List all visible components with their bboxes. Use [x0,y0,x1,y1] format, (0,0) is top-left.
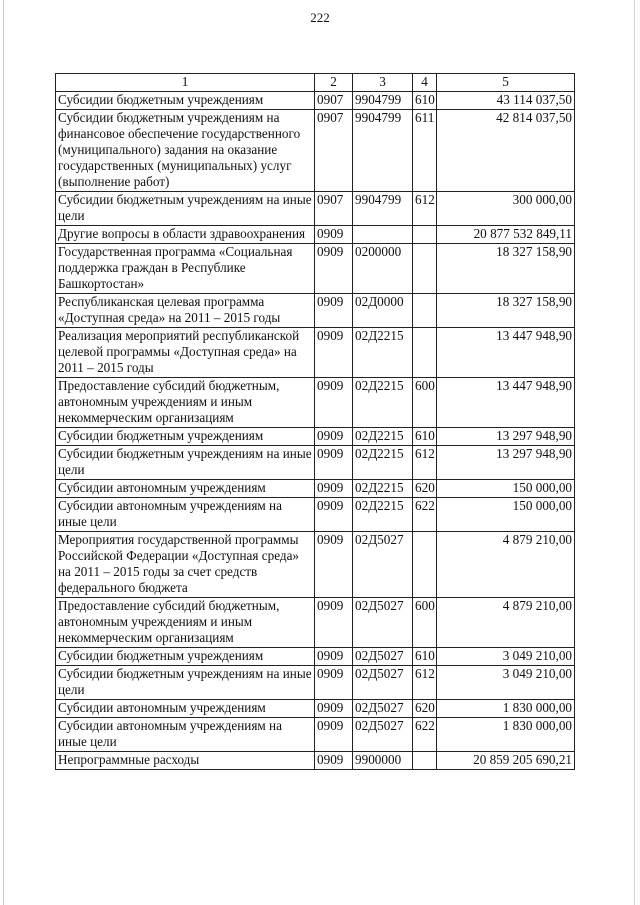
row-amount-cell: 4 879 210,00 [437,532,575,598]
row-section-cell: 0909 [315,700,353,718]
row-name-cell: Государственная программа «Социальная поддержка граждан в Республике Башкортостан» [56,244,315,294]
row-amount-cell: 150 000,00 [437,498,575,532]
budget-table [55,73,575,770]
row-name-cell: Реализация мероприятий республиканской целевой программы «Доступная среда» на 2011 – 2015 годы [56,328,315,378]
table-row [56,110,575,192]
row-type-cell: 622 [413,718,437,752]
table-row [56,328,575,378]
table-row [56,226,575,244]
row-name-cell: Субсидии бюджетным учреждениям [56,428,315,446]
row-type-cell: 620 [413,700,437,718]
row-article-cell: 02Д2215 [353,378,413,428]
row-article-cell: 02Д2215 [353,446,413,480]
table-row [56,378,575,428]
row-amount-cell: 3 049 210,00 [437,666,575,700]
row-amount-cell: 4 879 210,00 [437,598,575,648]
table-row [56,666,575,700]
row-section-cell: 0909 [315,446,353,480]
table-row [56,446,575,480]
table-row [56,92,575,110]
row-amount-cell: 42 814 037,50 [437,110,575,192]
row-section-cell: 0907 [315,192,353,226]
row-type-cell: 600 [413,378,437,428]
row-amount-cell: 13 297 948,90 [437,446,575,480]
row-name-cell: Республиканская целевая программа «Доступная среда» на 2011 – 2015 годы [56,294,315,328]
row-section-cell: 0909 [315,598,353,648]
row-section-cell: 0909 [315,480,353,498]
table-header-row [56,74,575,92]
row-name-cell: Субсидии бюджетным учреждениям на иные цели [56,446,315,480]
row-amount-cell: 18 327 158,90 [437,294,575,328]
row-amount-cell: 20 859 205 690,21 [437,752,575,770]
row-amount-cell: 13 447 948,90 [437,378,575,428]
row-amount-cell: 13 297 948,90 [437,428,575,446]
row-type-cell: 610 [413,648,437,666]
row-name-cell: Субсидии автономным учреждениям [56,700,315,718]
row-section-cell: 0909 [315,498,353,532]
row-article-cell: 9900000 [353,752,413,770]
row-article-cell: 9904799 [353,192,413,226]
row-type-cell [413,752,437,770]
row-name-cell: Субсидии бюджетным учреждениям [56,92,315,110]
row-amount-cell: 20 877 532 849,11 [437,226,575,244]
row-article-cell: 02Д2215 [353,428,413,446]
row-name-cell: Субсидии автономным учреждениям на иные цели [56,498,315,532]
row-section-cell: 0909 [315,752,353,770]
table-row [56,244,575,294]
scan-edge-left [3,0,4,905]
table-row [56,480,575,498]
row-type-cell [413,226,437,244]
row-article-cell: 02Д5027 [353,532,413,598]
row-article-cell: 9904799 [353,110,413,192]
row-article-cell: 02Д5027 [353,648,413,666]
row-section-cell: 0909 [315,428,353,446]
row-amount-cell: 150 000,00 [437,480,575,498]
table-row [56,428,575,446]
page-number: 222 [310,10,330,25]
row-article-cell: 02Д2215 [353,328,413,378]
column-header-article: 3 [353,74,413,92]
row-article-cell: 02Д5027 [353,718,413,752]
scan-edge-right [634,0,635,905]
row-article-cell: 02Д2215 [353,498,413,532]
row-section-cell: 0909 [315,294,353,328]
row-type-cell: 612 [413,666,437,700]
table-row [56,532,575,598]
row-section-cell: 0909 [315,328,353,378]
row-section-cell: 0907 [315,110,353,192]
row-amount-cell: 3 049 210,00 [437,648,575,666]
row-article-cell: 02Д2215 [353,480,413,498]
row-article-cell [353,226,413,244]
row-amount-cell: 43 114 037,50 [437,92,575,110]
row-type-cell: 610 [413,428,437,446]
row-section-cell: 0909 [315,378,353,428]
row-section-cell: 0909 [315,648,353,666]
table-row [56,700,575,718]
row-type-cell: 612 [413,192,437,226]
row-article-cell: 0200000 [353,244,413,294]
row-name-cell: Субсидии бюджетным учреждениям на финансовое обеспечение государственного (муниципального) задания на оказание государственных (муниципальных) услуг (выполнение работ) [56,110,315,192]
row-type-cell [413,244,437,294]
column-header-section: 2 [315,74,353,92]
row-section-cell: 0909 [315,244,353,294]
table-row [56,598,575,648]
row-name-cell: Субсидии бюджетным учреждениям [56,648,315,666]
row-name-cell: Предоставление субсидий бюджетным, автономным учреждениям и иным некоммерческим организациям [56,378,315,428]
row-amount-cell: 1 830 000,00 [437,700,575,718]
column-header-amount: 5 [437,74,575,92]
row-name-cell: Субсидии автономным учреждениям на иные цели [56,718,315,752]
row-section-cell: 0909 [315,718,353,752]
row-type-cell: 612 [413,446,437,480]
row-name-cell: Мероприятия государственной программы Российской Федерации «Доступная среда» на 2011 – 2015 годы за счет средств федерального бюджета [56,532,315,598]
row-section-cell: 0909 [315,666,353,700]
row-type-cell [413,328,437,378]
row-amount-cell: 300 000,00 [437,192,575,226]
table-row [56,752,575,770]
row-type-cell: 622 [413,498,437,532]
row-article-cell: 02Д5027 [353,666,413,700]
row-article-cell: 02Д0000 [353,294,413,328]
table-row [56,294,575,328]
row-article-cell: 02Д5027 [353,598,413,648]
row-type-cell [413,294,437,328]
row-article-cell: 02Д5027 [353,700,413,718]
row-name-cell: Непрограммные расходы [56,752,315,770]
row-section-cell: 0909 [315,226,353,244]
table-row [56,718,575,752]
table-row [56,498,575,532]
row-name-cell: Другие вопросы в области здравоохранения [56,226,315,244]
row-type-cell: 600 [413,598,437,648]
column-header-name: 1 [56,74,315,92]
row-amount-cell: 13 447 948,90 [437,328,575,378]
table-row [56,192,575,226]
row-section-cell: 0909 [315,532,353,598]
row-amount-cell: 18 327 158,90 [437,244,575,294]
row-article-cell: 9904799 [353,92,413,110]
row-name-cell: Предоставление субсидий бюджетным, автономным учреждениям и иным некоммерческим организациям [56,598,315,648]
row-section-cell: 0907 [315,92,353,110]
table-row [56,648,575,666]
row-name-cell: Субсидии бюджетным учреждениям на иные цели [56,192,315,226]
row-type-cell: 620 [413,480,437,498]
row-name-cell: Субсидии автономным учреждениям [56,480,315,498]
row-type-cell: 611 [413,110,437,192]
row-type-cell [413,532,437,598]
column-header-type: 4 [413,74,437,92]
row-type-cell: 610 [413,92,437,110]
row-name-cell: Субсидии бюджетным учреждениям на иные цели [56,666,315,700]
row-amount-cell: 1 830 000,00 [437,718,575,752]
